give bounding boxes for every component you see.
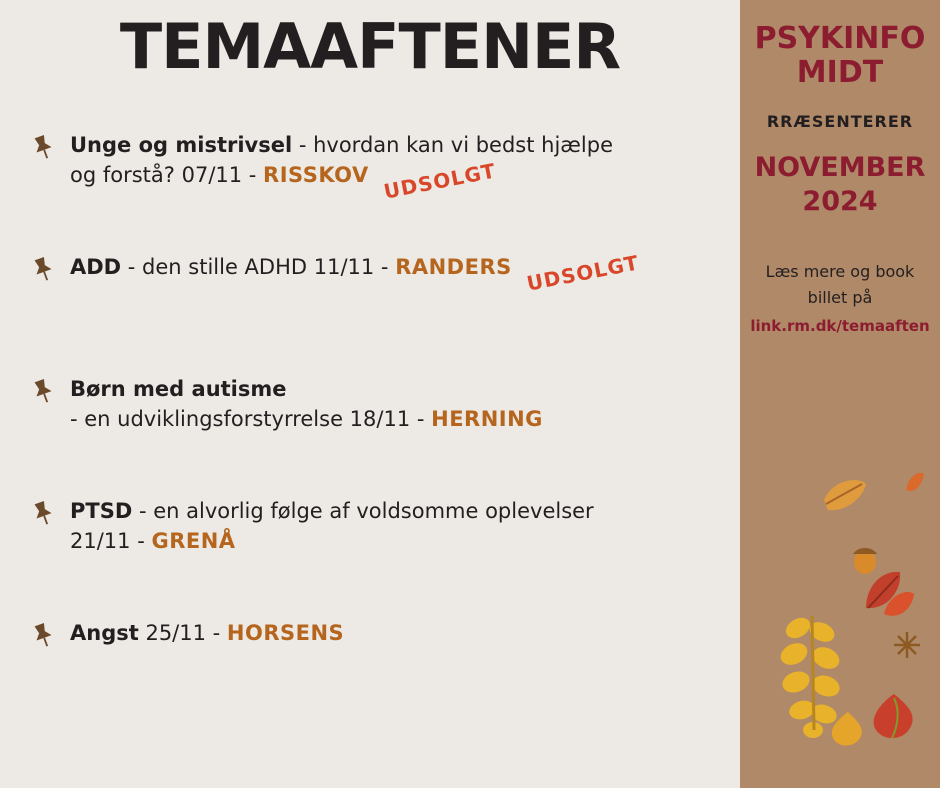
event-date: og forstå? 07/11 - — [70, 163, 264, 187]
event-title: ADD — [70, 255, 122, 279]
pushpin-icon — [28, 254, 58, 284]
list-item — [28, 374, 728, 496]
event-desc: - den stille ADHD 11/11 - — [121, 255, 396, 279]
event-line-1 — [70, 618, 358, 648]
booking-info-line-2: billet på — [807, 288, 873, 307]
booking-info-line-1: Læs mere og book — [765, 262, 915, 281]
event-desc: - hvordan kan vi bedst hjælpe — [292, 133, 613, 157]
pushpin-icon — [28, 376, 58, 406]
brand-line-1: PSYKINFO — [754, 21, 926, 56]
leaf-icon — [828, 710, 868, 754]
event-title: Angst — [70, 621, 139, 645]
event-list — [28, 130, 728, 678]
event-line-2 — [70, 158, 498, 204]
list-item — [28, 496, 728, 618]
event-location: HORSENS — [226, 621, 345, 645]
status-badge: UDSOLGT — [381, 158, 498, 204]
page-title: TEMAAFTENER — [119, 10, 621, 83]
leaf-icon — [902, 468, 928, 500]
leaf-icon — [818, 470, 872, 522]
leaf-icon — [880, 586, 918, 626]
event-line-2 — [70, 404, 557, 434]
brand-name — [740, 22, 940, 90]
event-location: RANDERS — [395, 255, 512, 279]
year-label: 2024 — [802, 186, 878, 217]
event-line-1 — [70, 250, 641, 296]
star-anise-icon — [892, 630, 922, 664]
status-badge: UDSOLGT — [524, 250, 641, 296]
event-date: - en udviklingsforstyrrelse 18/11 - — [70, 407, 432, 431]
event-desc: 25/11 - — [138, 621, 227, 645]
presents-label: RRÆSENTERER — [766, 112, 914, 131]
leaf-icon — [868, 692, 920, 750]
booking-info — [740, 259, 940, 339]
booking-link[interactable]: link.rm.dk/temaaften — [750, 317, 930, 335]
sidebar — [740, 0, 940, 788]
event-line-1 — [70, 374, 287, 404]
event-location: GRENÅ — [151, 529, 236, 553]
month-label: NOVEMBER — [754, 152, 926, 183]
month-year — [740, 151, 940, 219]
list-item — [28, 252, 728, 374]
list-item — [28, 618, 728, 678]
event-line-2 — [70, 526, 250, 556]
event-line-1 — [70, 130, 613, 160]
event-desc: - en alvorlig følge af voldsomme oplevelser — [132, 499, 594, 523]
event-location: RISSKOV — [263, 163, 369, 187]
pushpin-icon — [28, 132, 58, 162]
pushpin-icon — [28, 498, 58, 528]
event-date: 21/11 - — [70, 529, 152, 553]
event-location: HERNING — [431, 407, 543, 431]
event-title: Børn med autisme — [70, 377, 287, 401]
pushpin-icon — [28, 620, 58, 650]
brand-line-2: MIDT — [796, 55, 884, 90]
event-title: Unge og mistrivsel — [70, 133, 293, 157]
list-item — [28, 130, 728, 252]
event-line-1 — [70, 496, 594, 526]
event-title: PTSD — [70, 499, 133, 523]
